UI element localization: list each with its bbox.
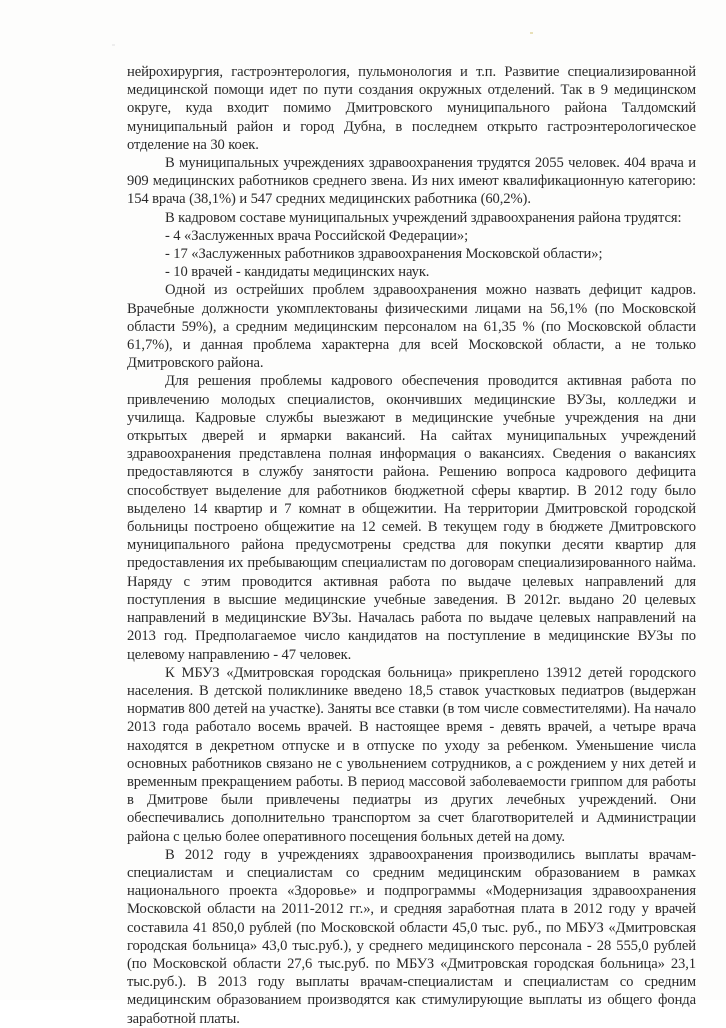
- paragraph-pediatrics: К МБУЗ «Дмитровская городская больница» прикреплено 13912 детей городского населения. В детской поликлинике введено 18,5 ставок участковых педиатров (выдержан норматив 800 детей на участке). Заняты все ставки (в том числе совместителями). На начало 2013 года работало восемь врачей. В настоящее время - девять врачей, а четыре врача находятся в декретном отпуске и в отпуске по уходу за ребенком. Уменьшение числа основных работников связано не с увольнением сотрудников, а с рождением у них детей и временным прекращением работы. В период массовой заболеваемости гриппом для работы в Дмитрове были привлечены педиатры из других лечебных учреждений. Они обеспечивались дополнительно транспортом за счет благотворителей и Администрации района с целью более оперативного посещения больных детей на дому.: [127, 664, 696, 845]
- document-body: [127, 63, 696, 1028]
- paragraph-staff-shortage: Одной из острейших проблем здравоохранения можно назвать дефицит кадров. Врачебные должности укомплектованы физическими лицами на 56,1% (по Московской области 59%), а средним медицинским персоналом на 61,35 % (по Московской области 61,7%), и данная проблема характерна для всей Московской области, а не только Дмитровского района.: [127, 282, 696, 372]
- scan-speck: [530, 32, 533, 34]
- paragraph-recruitment: Для решения проблемы кадрового обеспечения проводится активная работа по привлечению молодых специалистов, окончивших медицинские ВУЗы, колледжи и училища. Кадровые службы выезжают в медицинские учебные учреждения на дни открытых дверей и ярмарки вакансий. На сайтах муниципальных учреждений здравоохранения представлена полная информация о вакансиях. Сведения о вакансиях предоставляются в службу занятости района. Решению вопроса кадрового дефицита способствует выделение для работников бюджетной сферы квартир. В 2012 году было выделено 14 квартир и 7 комнат в общежитии. На территории Дмитровской городской больницы построено общежитие на 12 семей. В текущем году в бюджете Дмитровского муниципального района предусмотрены средства для покупки десяти квартир для предоставления их пребывающим специалистам по договорам специализированного найма. Наряду с этим проводится активная работа по выдаче целевых направлений для поступления в высшие медицинские учебные заведения. В 2012г. выдано 20 целевых направлений в медицинские ВУЗы. Началась работа по выдаче целевых направлений на 2013 год. Предполагаемое число кандидатов на поступление в медицинские ВУЗы по целевому направлению - 47 человек.: [127, 373, 696, 663]
- scan-speck: [112, 44, 115, 46]
- paragraph-staff-composition: В кадровом составе муниципальных учреждений здравоохранения района трудятся:: [165, 209, 682, 226]
- paragraph-specialized-care: нейрохирургия, гастроэнтерология, пульмонология и т.п. Развитие специализированной медицинской помощи идет по пути создания окружных отделений. Так в 9 медицинском округе, куда входит помимо Дмитровского муниципального района Талдомский муниципальный район и город Дубна, в последнем открыто гастроэнтерологическое отделение на 30 коек.: [127, 64, 696, 153]
- paragraph-staff-count: В муниципальных учреждениях здравоохранения трудятся 2055 человек. 404 врача и 909 медицинских работников среднего звена. Из них имеют квалификационную категорию: 154 врача (38,1%) и 547 средних медицинских работника (60,2%).: [127, 155, 696, 208]
- paragraph-salaries: В 2012 году в учреждениях здравоохранения производились выплаты врачам-специалистам и специалистам со средним медицинским образованием в рамках национального проекта «Здоровье» и подпрограммы «Модернизация здравоохранения Московской области на 2011-2012 гг.», и средняя заработная плата в 2012 году у врачей составила 41 850,0 рублей (по Московской области 45,0 тыс. руб., по МБУЗ «Дмитровская городская больница» 43,0 тыс.руб.), у среднего медицинского персонала - 28 555,0 рублей (по Московской области 27,6 тыс.руб. по МБУЗ «Дмитровская городская больница» 23,1 тыс.руб.). В 2013 году выплаты врачам-специалистам и специалистам со средним медицинским образованием производятся как стимулирующие выплаты из общего фонда заработной платы.: [127, 846, 696, 1027]
- list-item-honored-doctors: - 4 «Заслуженных врача Российской Федерации»;: [165, 227, 469, 244]
- list-item-honored-workers: - 17 «Заслуженных работников здравоохранения Московской области»;: [165, 246, 603, 263]
- list-item-candidates: - 10 врачей - кандидаты медицинских наук.: [165, 264, 430, 281]
